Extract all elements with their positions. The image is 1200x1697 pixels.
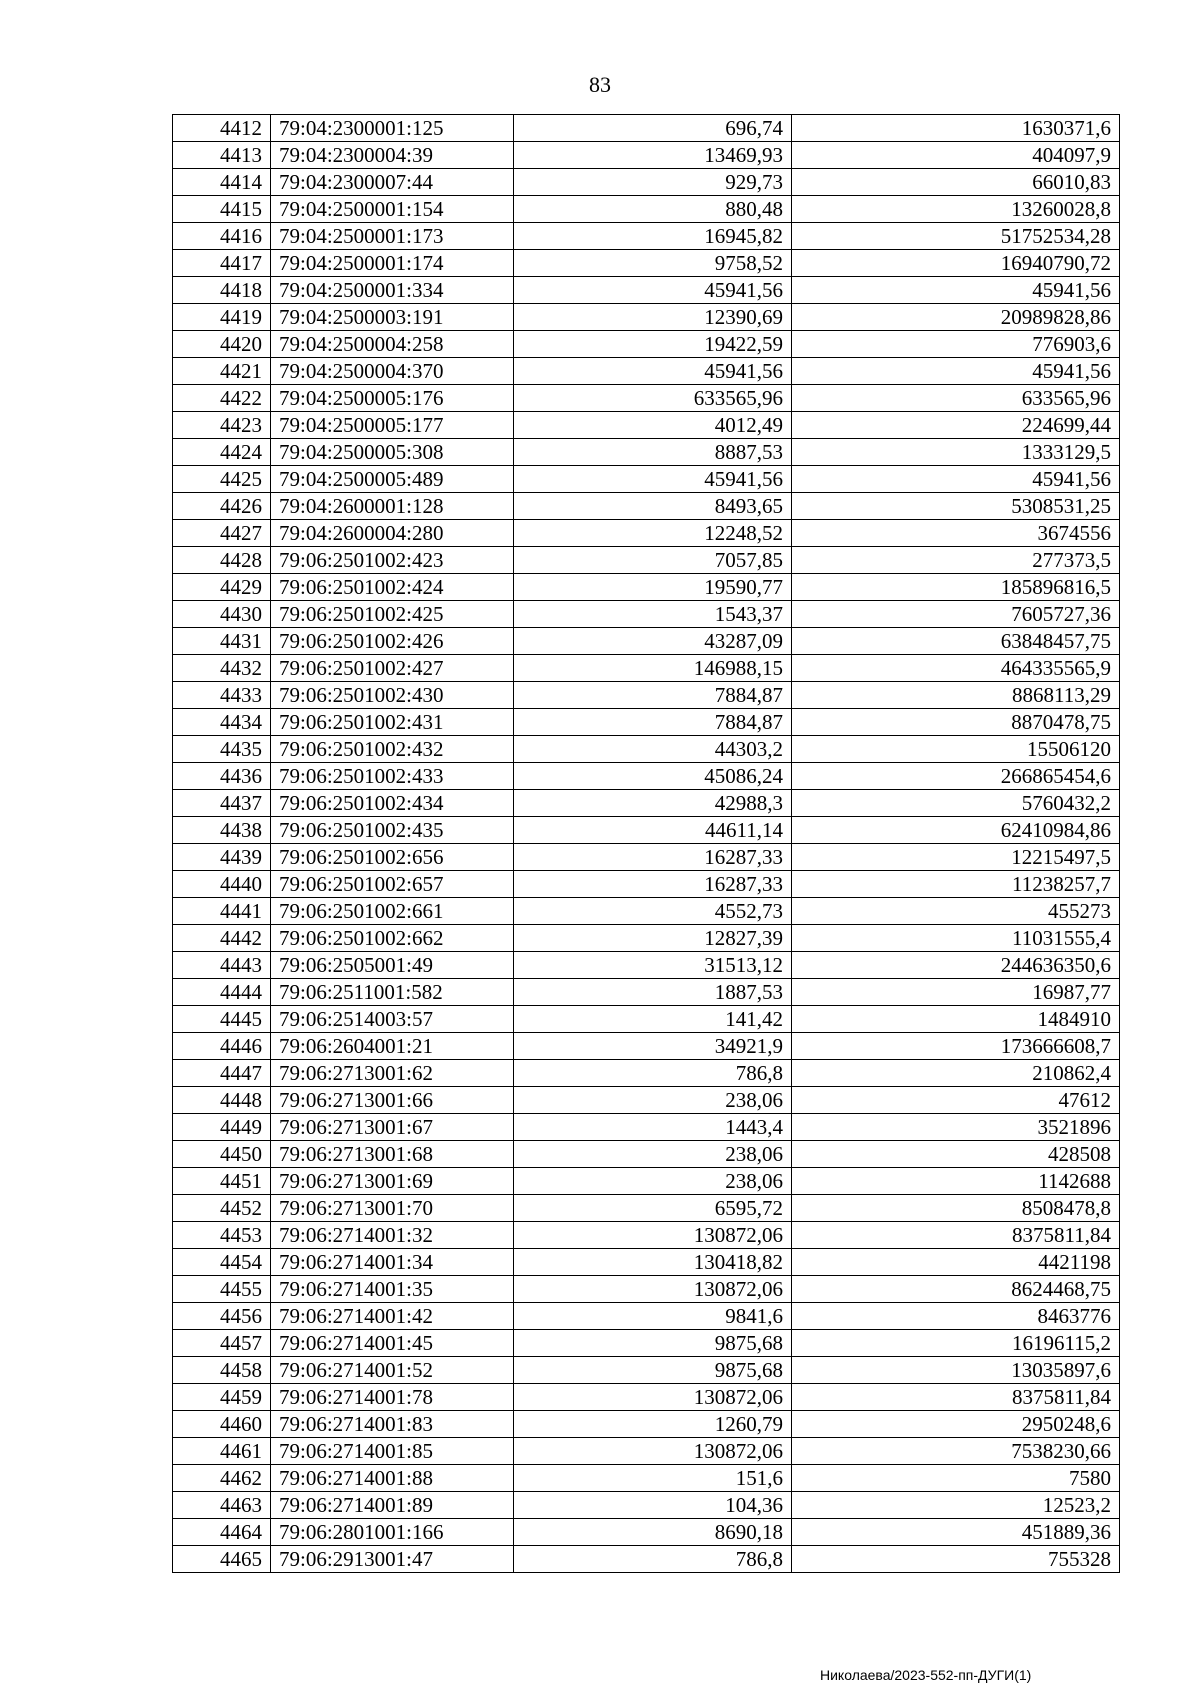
cadastral-value-cell: 455273 bbox=[792, 898, 1120, 925]
cadastral-number-cell: 79:04:2300001:125 bbox=[271, 115, 514, 142]
cadastral-number-cell: 79:04:2300004:39 bbox=[271, 142, 514, 169]
area-cell: 1260,79 bbox=[514, 1411, 792, 1438]
area-cell: 880,48 bbox=[514, 196, 792, 223]
cadastral-number-cell: 79:06:2714001:78 bbox=[271, 1384, 514, 1411]
table-row bbox=[173, 1222, 1120, 1249]
area-cell: 151,6 bbox=[514, 1465, 792, 1492]
row-number-cell: 4439 bbox=[173, 844, 271, 871]
table-row bbox=[173, 844, 1120, 871]
table-body bbox=[173, 115, 1120, 1573]
cadastral-value-cell: 8375811,84 bbox=[792, 1384, 1120, 1411]
table-row bbox=[173, 655, 1120, 682]
cadastral-number-cell: 79:04:2500001:334 bbox=[271, 277, 514, 304]
cadastral-value-cell: 62410984,86 bbox=[792, 817, 1120, 844]
cadastral-value-cell: 3674556 bbox=[792, 520, 1120, 547]
cadastral-number-cell: 79:06:2714001:88 bbox=[271, 1465, 514, 1492]
cadastral-value-cell: 224699,44 bbox=[792, 412, 1120, 439]
area-cell: 12248,52 bbox=[514, 520, 792, 547]
area-cell: 1443,4 bbox=[514, 1114, 792, 1141]
row-number-cell: 4440 bbox=[173, 871, 271, 898]
area-cell: 34921,9 bbox=[514, 1033, 792, 1060]
table-row bbox=[173, 1168, 1120, 1195]
area-cell: 16287,33 bbox=[514, 844, 792, 871]
area-cell: 13469,93 bbox=[514, 142, 792, 169]
area-cell: 45086,24 bbox=[514, 763, 792, 790]
cadastral-value-cell: 16940790,72 bbox=[792, 250, 1120, 277]
area-cell: 1887,53 bbox=[514, 979, 792, 1006]
row-number-cell: 4422 bbox=[173, 385, 271, 412]
area-cell: 696,74 bbox=[514, 115, 792, 142]
table-row bbox=[173, 898, 1120, 925]
table-row bbox=[173, 1087, 1120, 1114]
cadastral-number-cell: 79:06:2501002:427 bbox=[271, 655, 514, 682]
cadastral-value-cell: 451889,36 bbox=[792, 1519, 1120, 1546]
row-number-cell: 4464 bbox=[173, 1519, 271, 1546]
row-number-cell: 4442 bbox=[173, 925, 271, 952]
table-row bbox=[173, 1357, 1120, 1384]
row-number-cell: 4437 bbox=[173, 790, 271, 817]
cadastral-value-cell: 277373,5 bbox=[792, 547, 1120, 574]
table-row bbox=[173, 1492, 1120, 1519]
row-number-cell: 4455 bbox=[173, 1276, 271, 1303]
row-number-cell: 4449 bbox=[173, 1114, 271, 1141]
page-number: 83 bbox=[589, 72, 611, 97]
table-row bbox=[173, 952, 1120, 979]
cadastral-value-cell: 12523,2 bbox=[792, 1492, 1120, 1519]
cadastral-number-cell: 79:06:2713001:69 bbox=[271, 1168, 514, 1195]
cadastral-number-cell: 79:06:2501002:661 bbox=[271, 898, 514, 925]
cadastral-number-cell: 79:04:2500005:489 bbox=[271, 466, 514, 493]
row-number-cell: 4465 bbox=[173, 1546, 271, 1573]
table-row bbox=[173, 142, 1120, 169]
table-row bbox=[173, 1465, 1120, 1492]
area-cell: 7884,87 bbox=[514, 709, 792, 736]
row-number-cell: 4446 bbox=[173, 1033, 271, 1060]
cadastral-number-cell: 79:06:2501002:656 bbox=[271, 844, 514, 871]
table-row bbox=[173, 817, 1120, 844]
row-number-cell: 4430 bbox=[173, 601, 271, 628]
cadastral-value-cell: 1484910 bbox=[792, 1006, 1120, 1033]
cadastral-value-cell: 5760432,2 bbox=[792, 790, 1120, 817]
table-row bbox=[173, 385, 1120, 412]
row-number-cell: 4435 bbox=[173, 736, 271, 763]
area-cell: 141,42 bbox=[514, 1006, 792, 1033]
row-number-cell: 4452 bbox=[173, 1195, 271, 1222]
row-number-cell: 4461 bbox=[173, 1438, 271, 1465]
cadastral-value-cell: 7580 bbox=[792, 1465, 1120, 1492]
cadastral-value-cell: 12215497,5 bbox=[792, 844, 1120, 871]
table-row bbox=[173, 304, 1120, 331]
table-row bbox=[173, 1411, 1120, 1438]
area-cell: 44303,2 bbox=[514, 736, 792, 763]
table-row bbox=[173, 547, 1120, 574]
cadastral-value-cell: 1142688 bbox=[792, 1168, 1120, 1195]
area-cell: 9875,68 bbox=[514, 1330, 792, 1357]
row-number-cell: 4423 bbox=[173, 412, 271, 439]
table-row bbox=[173, 1384, 1120, 1411]
table-row bbox=[173, 196, 1120, 223]
table-row bbox=[173, 412, 1120, 439]
cadastral-number-cell: 79:04:2600001:128 bbox=[271, 493, 514, 520]
cadastral-value-cell: 3521896 bbox=[792, 1114, 1120, 1141]
cadastral-number-cell: 79:06:2714001:52 bbox=[271, 1357, 514, 1384]
row-number-cell: 4414 bbox=[173, 169, 271, 196]
cadastral-value-cell: 7605727,36 bbox=[792, 601, 1120, 628]
area-cell: 238,06 bbox=[514, 1141, 792, 1168]
row-number-cell: 4457 bbox=[173, 1330, 271, 1357]
cadastral-number-cell: 79:06:2713001:68 bbox=[271, 1141, 514, 1168]
row-number-cell: 4431 bbox=[173, 628, 271, 655]
cadastral-value-cell: 8463776 bbox=[792, 1303, 1120, 1330]
cadastral-number-cell: 79:04:2600004:280 bbox=[271, 520, 514, 547]
cadastral-number-cell: 79:06:2501002:435 bbox=[271, 817, 514, 844]
cadastral-number-cell: 79:06:2501002:662 bbox=[271, 925, 514, 952]
area-cell: 8690,18 bbox=[514, 1519, 792, 1546]
table-row bbox=[173, 250, 1120, 277]
cadastral-number-cell: 79:06:2913001:47 bbox=[271, 1546, 514, 1573]
cadastral-value-cell: 185896816,5 bbox=[792, 574, 1120, 601]
area-cell: 16945,82 bbox=[514, 223, 792, 250]
cadastral-value-cell: 266865454,6 bbox=[792, 763, 1120, 790]
table-row bbox=[173, 871, 1120, 898]
table-row bbox=[173, 1060, 1120, 1087]
table-row bbox=[173, 466, 1120, 493]
area-cell: 9841,6 bbox=[514, 1303, 792, 1330]
cadastral-number-cell: 79:04:2300007:44 bbox=[271, 169, 514, 196]
row-number-cell: 4443 bbox=[173, 952, 271, 979]
row-number-cell: 4436 bbox=[173, 763, 271, 790]
cadastral-number-cell: 79:04:2500003:191 bbox=[271, 304, 514, 331]
cadastral-value-cell: 8624468,75 bbox=[792, 1276, 1120, 1303]
cadastral-value-cell: 15506120 bbox=[792, 736, 1120, 763]
cadastral-value-cell: 428508 bbox=[792, 1141, 1120, 1168]
row-number-cell: 4451 bbox=[173, 1168, 271, 1195]
table-row bbox=[173, 736, 1120, 763]
cadastral-number-cell: 79:06:2501002:434 bbox=[271, 790, 514, 817]
cadastral-number-cell: 79:06:2801001:166 bbox=[271, 1519, 514, 1546]
cadastral-number-cell: 79:06:2713001:62 bbox=[271, 1060, 514, 1087]
cadastral-value-cell: 11238257,7 bbox=[792, 871, 1120, 898]
cadastral-value-cell: 2950248,6 bbox=[792, 1411, 1120, 1438]
row-number-cell: 4418 bbox=[173, 277, 271, 304]
table-row bbox=[173, 439, 1120, 466]
area-cell: 12827,39 bbox=[514, 925, 792, 952]
table-row bbox=[173, 790, 1120, 817]
area-cell: 1543,37 bbox=[514, 601, 792, 628]
row-number-cell: 4460 bbox=[173, 1411, 271, 1438]
table-row bbox=[173, 493, 1120, 520]
area-cell: 8887,53 bbox=[514, 439, 792, 466]
cadastral-number-cell: 79:04:2500004:370 bbox=[271, 358, 514, 385]
cadastral-number-cell: 79:06:2713001:67 bbox=[271, 1114, 514, 1141]
cadastral-value-cell: 13260028,8 bbox=[792, 196, 1120, 223]
cadastral-number-cell: 79:06:2713001:66 bbox=[271, 1087, 514, 1114]
row-number-cell: 4416 bbox=[173, 223, 271, 250]
cadastral-value-cell: 1630371,6 bbox=[792, 115, 1120, 142]
cadastral-value-cell: 633565,96 bbox=[792, 385, 1120, 412]
cadastral-value-cell: 8868113,29 bbox=[792, 682, 1120, 709]
table-row bbox=[173, 1330, 1120, 1357]
row-number-cell: 4445 bbox=[173, 1006, 271, 1033]
table-row bbox=[173, 115, 1120, 142]
cadastral-value-cell: 16987,77 bbox=[792, 979, 1120, 1006]
cadastral-value-cell: 47612 bbox=[792, 1087, 1120, 1114]
area-cell: 786,8 bbox=[514, 1546, 792, 1573]
row-number-cell: 4412 bbox=[173, 115, 271, 142]
area-cell: 130872,06 bbox=[514, 1276, 792, 1303]
table-row bbox=[173, 1141, 1120, 1168]
cadastral-number-cell: 79:06:2714001:85 bbox=[271, 1438, 514, 1465]
row-number-cell: 4453 bbox=[173, 1222, 271, 1249]
cadastral-number-cell: 79:04:2500005:176 bbox=[271, 385, 514, 412]
cadastral-value-cell: 51752534,28 bbox=[792, 223, 1120, 250]
table-row bbox=[173, 601, 1120, 628]
cadastral-number-cell: 79:06:2714001:83 bbox=[271, 1411, 514, 1438]
row-number-cell: 4424 bbox=[173, 439, 271, 466]
cadastral-table bbox=[172, 114, 1120, 1573]
cadastral-number-cell: 79:04:2500005:308 bbox=[271, 439, 514, 466]
cadastral-value-cell: 66010,83 bbox=[792, 169, 1120, 196]
row-number-cell: 4459 bbox=[173, 1384, 271, 1411]
cadastral-value-cell: 45941,56 bbox=[792, 466, 1120, 493]
area-cell: 146988,15 bbox=[514, 655, 792, 682]
cadastral-number-cell: 79:06:2714001:89 bbox=[271, 1492, 514, 1519]
cadastral-number-cell: 79:06:2604001:21 bbox=[271, 1033, 514, 1060]
area-cell: 19422,59 bbox=[514, 331, 792, 358]
area-cell: 130872,06 bbox=[514, 1222, 792, 1249]
table-row bbox=[173, 763, 1120, 790]
cadastral-number-cell: 79:06:2501002:431 bbox=[271, 709, 514, 736]
row-number-cell: 4458 bbox=[173, 1357, 271, 1384]
cadastral-number-cell: 79:06:2501002:425 bbox=[271, 601, 514, 628]
cadastral-value-cell: 45941,56 bbox=[792, 358, 1120, 385]
cadastral-value-cell: 4421198 bbox=[792, 1249, 1120, 1276]
row-number-cell: 4417 bbox=[173, 250, 271, 277]
row-number-cell: 4419 bbox=[173, 304, 271, 331]
cadastral-value-cell: 16196115,2 bbox=[792, 1330, 1120, 1357]
table-row bbox=[173, 1249, 1120, 1276]
row-number-cell: 4450 bbox=[173, 1141, 271, 1168]
area-cell: 45941,56 bbox=[514, 466, 792, 493]
cadastral-number-cell: 79:06:2505001:49 bbox=[271, 952, 514, 979]
cadastral-number-cell: 79:06:2501002:423 bbox=[271, 547, 514, 574]
cadastral-value-cell: 13035897,6 bbox=[792, 1357, 1120, 1384]
table-row bbox=[173, 1546, 1120, 1573]
row-number-cell: 4438 bbox=[173, 817, 271, 844]
cadastral-number-cell: 79:06:2714001:35 bbox=[271, 1276, 514, 1303]
table-row bbox=[173, 1114, 1120, 1141]
table-row bbox=[173, 1438, 1120, 1465]
table-row bbox=[173, 1276, 1120, 1303]
row-number-cell: 4421 bbox=[173, 358, 271, 385]
cadastral-value-cell: 8375811,84 bbox=[792, 1222, 1120, 1249]
row-number-cell: 4433 bbox=[173, 682, 271, 709]
area-cell: 238,06 bbox=[514, 1168, 792, 1195]
table-row bbox=[173, 1519, 1120, 1546]
table-row bbox=[173, 925, 1120, 952]
cadastral-number-cell: 79:06:2714001:34 bbox=[271, 1249, 514, 1276]
cadastral-value-cell: 8870478,75 bbox=[792, 709, 1120, 736]
cadastral-value-cell: 63848457,75 bbox=[792, 628, 1120, 655]
row-number-cell: 4441 bbox=[173, 898, 271, 925]
cadastral-value-cell: 776903,6 bbox=[792, 331, 1120, 358]
row-number-cell: 4434 bbox=[173, 709, 271, 736]
table-row bbox=[173, 223, 1120, 250]
cadastral-value-cell: 5308531,25 bbox=[792, 493, 1120, 520]
row-number-cell: 4413 bbox=[173, 142, 271, 169]
row-number-cell: 4415 bbox=[173, 196, 271, 223]
cadastral-number-cell: 79:04:2500005:177 bbox=[271, 412, 514, 439]
table-row bbox=[173, 520, 1120, 547]
cadastral-value-cell: 464335565,9 bbox=[792, 655, 1120, 682]
cadastral-value-cell: 210862,4 bbox=[792, 1060, 1120, 1087]
row-number-cell: 4425 bbox=[173, 466, 271, 493]
table-row bbox=[173, 1006, 1120, 1033]
table-row bbox=[173, 169, 1120, 196]
area-cell: 238,06 bbox=[514, 1087, 792, 1114]
cadastral-value-cell: 11031555,4 bbox=[792, 925, 1120, 952]
table-row bbox=[173, 628, 1120, 655]
row-number-cell: 4454 bbox=[173, 1249, 271, 1276]
cadastral-value-cell: 1333129,5 bbox=[792, 439, 1120, 466]
row-number-cell: 4432 bbox=[173, 655, 271, 682]
area-cell: 45941,56 bbox=[514, 277, 792, 304]
area-cell: 31513,12 bbox=[514, 952, 792, 979]
cadastral-number-cell: 79:06:2714001:42 bbox=[271, 1303, 514, 1330]
cadastral-value-cell: 404097,9 bbox=[792, 142, 1120, 169]
cadastral-value-cell: 8508478,8 bbox=[792, 1195, 1120, 1222]
area-cell: 4552,73 bbox=[514, 898, 792, 925]
table-row bbox=[173, 358, 1120, 385]
area-cell: 9758,52 bbox=[514, 250, 792, 277]
area-cell: 633565,96 bbox=[514, 385, 792, 412]
cadastral-value-cell: 7538230,66 bbox=[792, 1438, 1120, 1465]
cadastral-number-cell: 79:06:2501002:432 bbox=[271, 736, 514, 763]
cadastral-number-cell: 79:06:2501002:424 bbox=[271, 574, 514, 601]
row-number-cell: 4428 bbox=[173, 547, 271, 574]
table-row bbox=[173, 331, 1120, 358]
area-cell: 104,36 bbox=[514, 1492, 792, 1519]
area-cell: 7884,87 bbox=[514, 682, 792, 709]
table-row bbox=[173, 709, 1120, 736]
area-cell: 8493,65 bbox=[514, 493, 792, 520]
cadastral-number-cell: 79:04:2500004:258 bbox=[271, 331, 514, 358]
cadastral-number-cell: 79:04:2500001:174 bbox=[271, 250, 514, 277]
table-row bbox=[173, 574, 1120, 601]
row-number-cell: 4463 bbox=[173, 1492, 271, 1519]
row-number-cell: 4462 bbox=[173, 1465, 271, 1492]
area-cell: 130872,06 bbox=[514, 1438, 792, 1465]
row-number-cell: 4448 bbox=[173, 1087, 271, 1114]
cadastral-number-cell: 79:06:2511001:582 bbox=[271, 979, 514, 1006]
row-number-cell: 4420 bbox=[173, 331, 271, 358]
cadastral-number-cell: 79:06:2713001:70 bbox=[271, 1195, 514, 1222]
area-cell: 130418,82 bbox=[514, 1249, 792, 1276]
area-cell: 6595,72 bbox=[514, 1195, 792, 1222]
table-row bbox=[173, 1195, 1120, 1222]
area-cell: 7057,85 bbox=[514, 547, 792, 574]
cadastral-number-cell: 79:04:2500001:154 bbox=[271, 196, 514, 223]
cadastral-number-cell: 79:04:2500001:173 bbox=[271, 223, 514, 250]
cadastral-value-cell: 244636350,6 bbox=[792, 952, 1120, 979]
cadastral-value-cell: 20989828,86 bbox=[792, 304, 1120, 331]
area-cell: 42988,3 bbox=[514, 790, 792, 817]
table-row bbox=[173, 979, 1120, 1006]
table-row bbox=[173, 277, 1120, 304]
row-number-cell: 4426 bbox=[173, 493, 271, 520]
cadastral-value-cell: 45941,56 bbox=[792, 277, 1120, 304]
row-number-cell: 4456 bbox=[173, 1303, 271, 1330]
cadastral-number-cell: 79:06:2501002:657 bbox=[271, 871, 514, 898]
cadastral-number-cell: 79:06:2501002:433 bbox=[271, 763, 514, 790]
area-cell: 786,8 bbox=[514, 1060, 792, 1087]
area-cell: 130872,06 bbox=[514, 1384, 792, 1411]
table-row bbox=[173, 1033, 1120, 1060]
document-reference: Николаева/2023-552-пп-ДУГИ(1) bbox=[820, 1667, 1032, 1683]
area-cell: 929,73 bbox=[514, 169, 792, 196]
area-cell: 4012,49 bbox=[514, 412, 792, 439]
area-cell: 45941,56 bbox=[514, 358, 792, 385]
area-cell: 9875,68 bbox=[514, 1357, 792, 1384]
area-cell: 44611,14 bbox=[514, 817, 792, 844]
cadastral-number-cell: 79:06:2514003:57 bbox=[271, 1006, 514, 1033]
cadastral-number-cell: 79:06:2714001:45 bbox=[271, 1330, 514, 1357]
cadastral-value-cell: 755328 bbox=[792, 1546, 1120, 1573]
row-number-cell: 4447 bbox=[173, 1060, 271, 1087]
area-cell: 12390,69 bbox=[514, 304, 792, 331]
area-cell: 19590,77 bbox=[514, 574, 792, 601]
area-cell: 16287,33 bbox=[514, 871, 792, 898]
cadastral-number-cell: 79:06:2501002:426 bbox=[271, 628, 514, 655]
area-cell: 43287,09 bbox=[514, 628, 792, 655]
cadastral-number-cell: 79:06:2501002:430 bbox=[271, 682, 514, 709]
row-number-cell: 4429 bbox=[173, 574, 271, 601]
table-row bbox=[173, 1303, 1120, 1330]
cadastral-number-cell: 79:06:2714001:32 bbox=[271, 1222, 514, 1249]
row-number-cell: 4444 bbox=[173, 979, 271, 1006]
table-row bbox=[173, 682, 1120, 709]
row-number-cell: 4427 bbox=[173, 520, 271, 547]
cadastral-value-cell: 173666608,7 bbox=[792, 1033, 1120, 1060]
